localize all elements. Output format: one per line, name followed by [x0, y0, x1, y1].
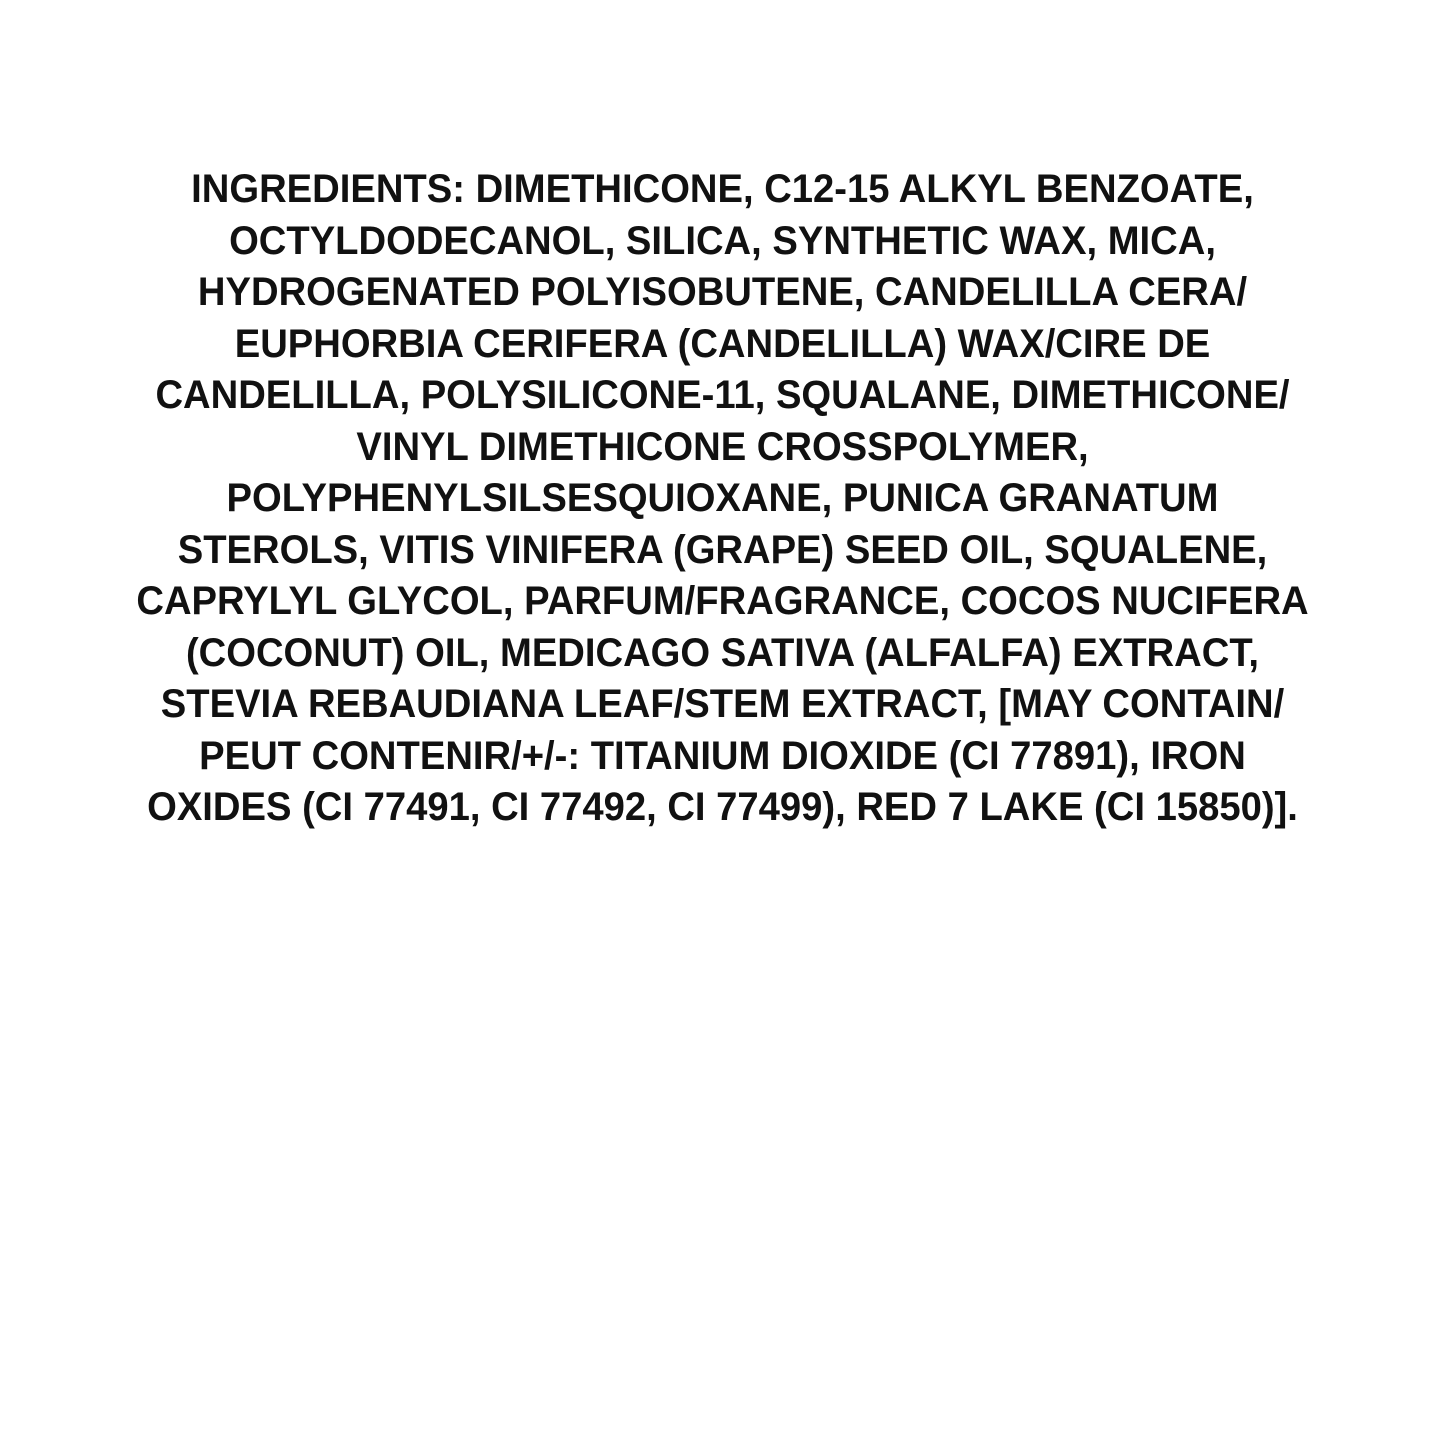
ingredients-line: VINYL DIMETHICONE CROSSPOLYMER,: [356, 424, 1089, 469]
ingredients-line: CANDELILLA, POLYSILICONE-11, SQUALANE, DIMETHICONE/: [155, 373, 1290, 417]
ingredients-line: OCTYLDODECANOL, SILICA, SYNTHETIC WAX, MICA,: [229, 218, 1216, 263]
ingredients-line: EUPHORBIA CERIFERA (CANDELILLA) WAX/CIRE DE: [234, 321, 1211, 366]
ingredients-line: (COCONUT) OIL, MEDICAGO SATIVA (ALFALFA) EXTRACT,: [185, 630, 1260, 675]
ingredients-line: HYDROGENATED POLYISOBUTENE, CANDELILLA CERA/: [197, 270, 1248, 314]
ingredients-line: POLYPHENYLSILSESQUIOXANE, PUNICA GRANATUM: [226, 476, 1219, 520]
ingredients-line: STEROLS, VITIS VINIFERA (GRAPE) SEED OIL, SQUALENE,: [177, 527, 1268, 572]
ingredients-line: PEUT CONTENIR/+/-: TITANIUM DIOXIDE (CI 77891), IRON: [199, 733, 1246, 778]
ingredients-list: [0, 164, 1445, 834]
ingredients-line: INGREDIENTS: DIMETHICONE, C12-15 ALKYL BENZOATE,: [191, 167, 1254, 211]
ingredients-line: CAPRYLYL GLYCOL, PARFUM/FRAGRANCE, COCOS NUCIFERA: [136, 579, 1309, 623]
ingredients-line: STEVIA REBAUDIANA LEAF/STEM EXTRACT, [MAY CONTAIN/: [160, 682, 1285, 726]
ingredients-line: OXIDES (CI 77491, CI 77492, CI 77499), RED 7 LAKE (CI 15850)].: [147, 785, 1298, 829]
